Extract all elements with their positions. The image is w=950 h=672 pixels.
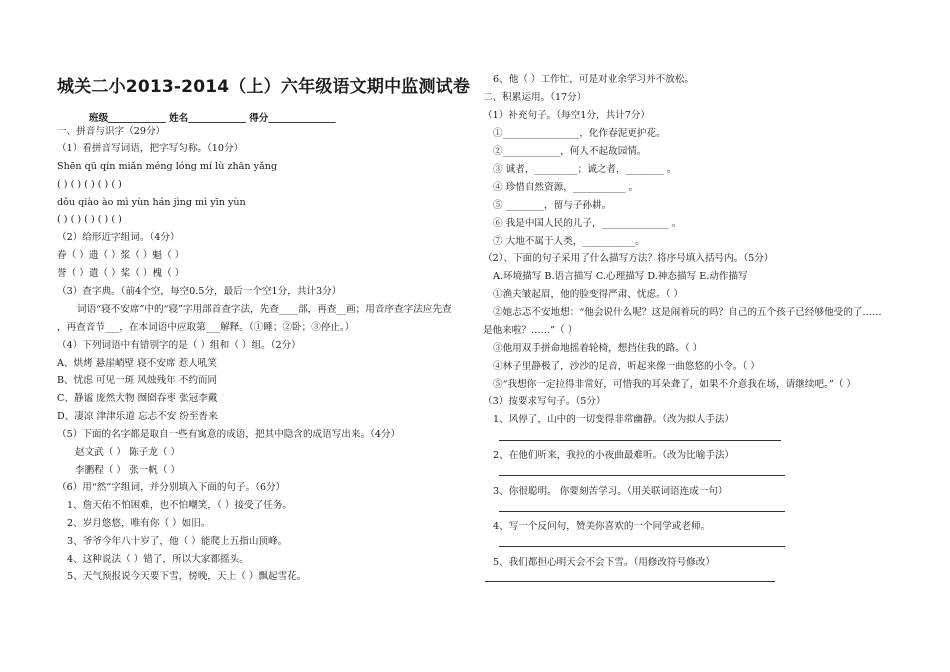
rewrite-prompt: 3、你很聪明。 你要刻苦学习。（用关联词语连成一句） xyxy=(493,486,728,497)
pinyin-row: dǒu qiào ào mì yùn hán jìng mì yīn yùn xyxy=(57,197,246,208)
sentence-item: ③他用双手拼命地摇着轮椅，想挡住我的路。（ ） xyxy=(493,343,703,354)
question-prompt: （1）补充句子。（每空1分，共计7分） xyxy=(483,110,651,121)
student-info-line: 班级____________ 姓名____________ 得分______________ xyxy=(89,113,336,124)
question-prompt: （2）、下面的句子采用了什么描写方法？将序号填入括号内。（5分） xyxy=(483,253,774,264)
fill-blank-item: ①________________，化作春泥更护花。 xyxy=(493,128,666,139)
sentence-item: ⑤“我想你一定拉得非常好，可惜我的耳朵聋了，如果不介意我在场，请继续吧。”（ ） xyxy=(493,379,857,390)
question-text: ，再查音节___，在本词语中应取第___解释。（①睡；②卧；③停止。） xyxy=(57,322,355,333)
option-row: B、忧虑 可见一斑 风烛残年 不约而同 xyxy=(57,375,218,386)
rewrite-prompt: 4、写一个反问句，赞美你喜欢的一个同学或老师。 xyxy=(493,521,711,532)
answer-line xyxy=(499,440,781,441)
sentence-item: 4、这种说法（ ）错了，所以大家都摇头。 xyxy=(67,554,249,565)
fill-blank-item: ②____________，何人不起故园情。 xyxy=(493,146,647,157)
question-prompt: （5）下面的名字都是取自一些有寓意的成语，把其中隐含的成语写出来。（4分） xyxy=(57,429,401,440)
fill-blank-item: ⑦ 大地不属于人类，___________。 xyxy=(493,236,645,247)
fill-blank-item: ④ 珍惜自然资源，___________ 。 xyxy=(493,182,639,193)
option-row: A.环境描写 B.语言描写 C.心理描写 D.神态描写 E.动作描写 xyxy=(493,271,748,282)
option-row: C、静谧 庞然大物 囫囵吞枣 张冠李戴 xyxy=(57,393,218,404)
question-prompt: （1）看拼音写词语，把字写匀称。（10分） xyxy=(57,143,244,154)
rewrite-prompt: 2、在他们听来，我拉的小夜曲最难听。（改为比喻手法） xyxy=(493,450,735,461)
fill-blank-item: ③ 诚者，_________；诚之者，________ 。 xyxy=(493,164,677,175)
question-prompt: （3）查字典。（前4个空，每空0.5分，最后一个空1分，共计3分） xyxy=(57,286,342,297)
sentence-item: 5、天气预报说今天要下雪，傍晚，天上（ ）飘起雪花。 xyxy=(67,571,307,582)
section-heading: 二、积累运用。（17分） xyxy=(483,92,587,103)
answer-brackets: ( ) ( ) ( ) ( ) ( ) xyxy=(57,214,122,225)
option-row: D、凄凉 津津乐道 忘忐不安 纷至沓来 xyxy=(57,411,218,422)
rewrite-prompt: 5、我们都担心明天会不会下雪。（用修改符号修改） xyxy=(493,557,715,568)
name-row: 李鹏程（ ） 张一帆（ ） xyxy=(75,465,181,476)
question-prompt: （2）给形近字组词。（4分） xyxy=(57,232,180,243)
question-prompt: （4）下列词语中有错别字的是（ ）组和（ ）组。（2分） xyxy=(57,340,301,351)
question-text: 词语“寝不安席”中的“寝”字用部首查字法，先查____部，再查__画；用音序查字法应先查 xyxy=(77,304,452,315)
sentence-item: 2、岁月悠悠，唯有你（ ）如旧。 xyxy=(67,518,211,529)
word-row: 誉（ ）遣（ ）桨（ ）槐（ ） xyxy=(57,268,185,279)
question-prompt: （3）按要求写句子。（5分） xyxy=(483,396,606,407)
section-heading: 一、拼音与识字（29分） xyxy=(57,126,166,137)
answer-line xyxy=(485,581,775,582)
answer-brackets: ( ) ( ) ( ) ( ) ( ) xyxy=(57,179,122,190)
sentence-item: 6、他（ ）工作忙，可是对业余学习并不放松。 xyxy=(493,74,695,85)
answer-line xyxy=(499,546,785,547)
option-row: A、烘烤 悬崖峭壁 寝不安席 惹人吼笑 xyxy=(57,358,217,369)
sentence-item: ④林子里静极了，沙沙的足音，听起来像一曲悠悠的小令。（ ） xyxy=(493,361,760,372)
fill-blank-item: ⑥ 我是中国人民的儿子，______________ 。 xyxy=(493,218,682,229)
answer-line xyxy=(499,511,785,512)
name-row: 赵文武（ ） 陈子龙（ ） xyxy=(75,447,181,458)
sentence-item: 3、爷爷今年八十岁了，他（ ）能爬上五指山顶峰。 xyxy=(67,536,288,547)
rewrite-prompt: 1、风停了，山中的一切变得非常幽静。（改为拟人手法） xyxy=(493,414,735,425)
sentence-item: ①渔夫皱起眉，他的脸变得严肃、忧虑。（ ） xyxy=(493,289,684,300)
question-prompt: （6）用“然”字组词，并分别填入下面的句子。（6分） xyxy=(57,482,286,493)
sentence-item: 1、詹天佑不怕困难，也不怕嘲笑，（ ）接受了任务。 xyxy=(67,500,293,511)
fill-blank-item: ⑤ ________，留与子孙耕。 xyxy=(493,200,612,211)
page-title: 城关二小2013-2014（上）六年级语文期中监测试卷 xyxy=(57,77,471,97)
sentence-item: 是他来啦？……”（ ） xyxy=(483,325,578,336)
word-row: 眷（ ）遗（ ）浆（ ）魁（ ） xyxy=(57,250,185,261)
sentence-item: ②她忐忑不安地想：“他会说什么呢？这是闹着玩的吗？自己的五个孩子已经够他受的了…… xyxy=(493,307,882,318)
pinyin-row: Shēn qū qín miǎn méng lóng mí lù zhān yǎng xyxy=(57,161,278,172)
answer-line xyxy=(499,475,785,476)
